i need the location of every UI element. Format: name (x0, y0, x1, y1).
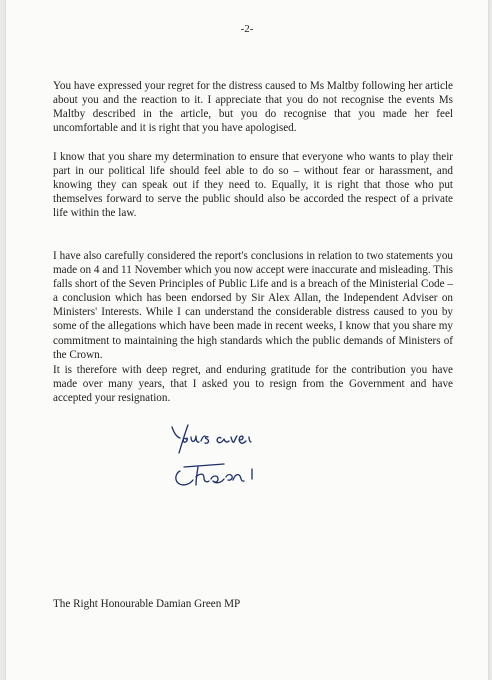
letter-paragraph-4 (53, 363, 453, 405)
paragraph-text: You have expressed your regret for the distress caused to Ms Maltby following her article about you and the reaction to it. I appreciate that you do not recognise the events Ms Maltby described in the article, but you do recognise that you made her feel uncomfortable and it is right that you have apologised. (53, 80, 453, 135)
paragraph-text: I know that you share my determination to ensure that everyone who wants to play their part in our political life should feel able to do so – without fear or harassment, and knowing they can speak out if they need to. Equally, it is right that those who put themselves forward to serve the public should also be accorded the respect of a private life within the law. (53, 151, 453, 220)
letter-paragraph-3 (53, 249, 453, 362)
handwritten-signature (166, 417, 296, 497)
paragraph-text: I have also carefully considered the report's conclusions in relation to two statements you made on 4 and 11 November which you now accept were inaccurate and misleading. This falls short of the Seven Principles of Public Life and is a breach of the Ministerial Code – a conclusion which has been endorsed by Sir Alex Allan, the Independent Adviser on Ministers' Interests. While I can understand the considerable distress caused to you by some of the allegations which have been made in recent weeks, I know that you share my commitment to maintaining the high standards which the public demands of Ministers of the Crown. (53, 250, 454, 361)
paragraph-text: It is therefore with deep regret, and enduring gratitude for the contribution you have made over many years, that I asked you to resign from the Government and have accepted your resignation. (53, 364, 453, 405)
letter-paragraph-2 (53, 150, 453, 220)
addressee-line: The Right Honourable Damian Green MP (53, 598, 241, 610)
letter-paragraph-1 (53, 79, 453, 135)
page-number: -2- (240, 23, 254, 35)
letter-page (6, 0, 488, 680)
